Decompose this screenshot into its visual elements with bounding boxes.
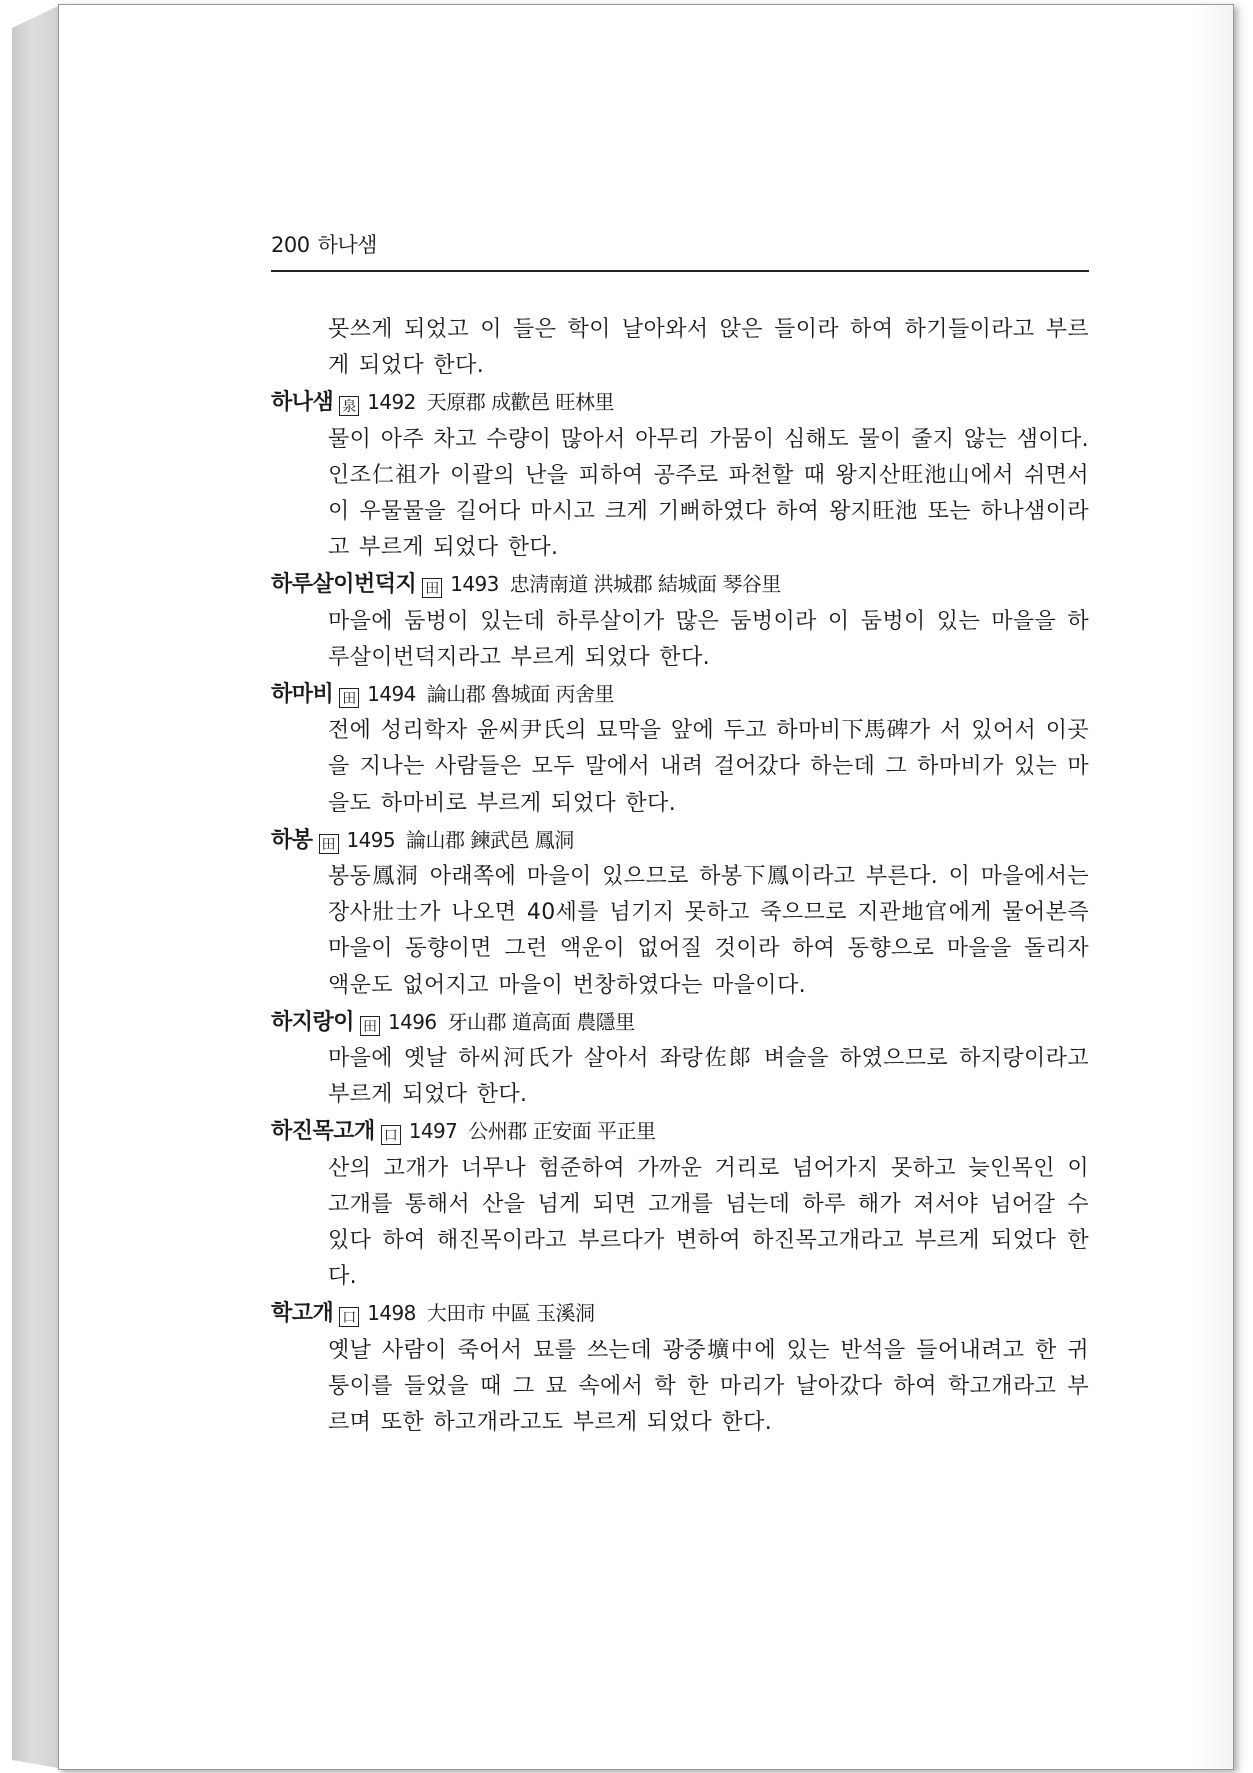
book-spine-edge [12, 6, 58, 1768]
running-head-title: 하나샘 [317, 233, 377, 257]
entry-heading [271, 1004, 1089, 1041]
entry-description: 마을에 둠벙이 있는데 하루살이가 많은 둠벙이라 이 둠벙이 있는 마을을 하루살이번덕지라고 부르게 되었다 한다. [328, 608, 1089, 670]
entry-location: 大田市 中區 玉溪洞 [426, 1301, 595, 1326]
entry-number: 1494 [367, 682, 416, 707]
entry-number: 1496 [388, 1009, 437, 1034]
boxed-field-symbol-icon: 田 [360, 1016, 380, 1036]
entry-1495 [271, 822, 1089, 1004]
entry-heading [271, 676, 1089, 713]
entry-term: 하나샘 [271, 390, 334, 416]
entry-description: 산의 고개가 너무나 험준하여 가까운 거리로 넘어가지 못하고 늦인목인 이 고개를 통해서 산을 넘게 되면 고개를 넘는데 하루 해가 져서야 넘어갈 수 있다 하여 해진목이라고 부르다가 변하여 하진목고개라고 부르게 되었다 한다. [328, 1155, 1089, 1290]
entry-heading [271, 822, 1089, 859]
entry-1496 [271, 1004, 1089, 1114]
page-number: 200 [271, 233, 310, 257]
entry-term: 하진목고개 [271, 1119, 375, 1145]
boxed-pass-symbol-icon: 口 [339, 1307, 359, 1327]
entry-1494 [271, 676, 1089, 822]
entry-term: 하봉 [271, 827, 313, 853]
entry-location: 公州郡 正安面 平正里 [468, 1119, 656, 1144]
entry-term: 하루살이번덕지 [271, 572, 417, 598]
entry-location: 論山郡 鍊武邑 鳳洞 [406, 827, 574, 852]
entry-heading [271, 1113, 1089, 1150]
entry-heading [271, 566, 1089, 603]
entry-1497 [271, 1113, 1089, 1295]
entry-1498 [271, 1295, 1089, 1441]
entry-description: 봉동鳳洞 아래쪽에 마을이 있으므로 하봉下鳳이라고 부른다. 이 마을에서는 장사壯士가 나오면 40세를 넘기지 못하고 죽으므로 지관地官에게 물어본즉 마을이 동향이면 그런 액운이 없어질 것이라 하여 동향으로 마을을 돌리자 액운도 없어지고 마을이 번창하였다는 마을이다. [328, 864, 1089, 998]
boxed-field-symbol-icon: 田 [339, 688, 359, 708]
entry-location: 論山郡 魯城面 丙舍里 [426, 682, 614, 707]
page-edge-shadow [1193, 5, 1233, 1769]
page-body [271, 312, 1089, 1441]
running-head [271, 230, 1089, 272]
entry-description: 마을에 옛날 하씨河氏가 살아서 좌랑佐郞 벼슬을 하였으므로 하지랑이라고 부르게 되었다 한다. [328, 1046, 1089, 1108]
entry-number: 1497 [408, 1119, 458, 1144]
entry-1493 [271, 566, 1089, 676]
entry-description: 물이 아주 차고 수량이 많아서 아무리 가뭄이 심해도 물이 줄지 않는 샘이다. 인조仁祖가 이괄의 난을 피하여 공주로 파천할 때 왕지산旺池山에서 쉬면서 이 우물물을 길어다 마시고 크게 기뻐하였다 하여 왕지旺池 또는 하나샘이라고 부르게 되었다 한다. [328, 426, 1089, 561]
entry-heading [271, 384, 1089, 421]
boxed-spring-symbol-icon: 泉 [339, 396, 359, 416]
entry-location: 天原郡 成歡邑 旺林里 [426, 390, 614, 415]
entry-number: 1498 [367, 1301, 416, 1326]
entry-description: 옛날 사람이 죽어서 묘를 쓰는데 광중壙中에 있는 반석을 들어내려고 한 귀퉁이를 들었을 때 그 묘 속에서 학 한 마리가 날아갔다 하여 학고개라고 부르며 또한 하고개라고도 부르게 되었다 한다. [328, 1337, 1089, 1436]
entry-location: 牙山郡 道高面 農隱里 [447, 1009, 635, 1034]
boxed-field-symbol-icon: 田 [319, 834, 339, 854]
entry-term: 하지랑이 [271, 1009, 355, 1035]
entry-location: 忠淸南道 洪城郡 結城面 琴谷里 [509, 572, 781, 597]
boxed-field-symbol-icon: 田 [422, 578, 442, 598]
entry-number: 1495 [346, 827, 396, 852]
entry-number: 1493 [450, 572, 499, 597]
continuation-paragraph: 못쓰게 되었고 이 들은 학이 날아와서 앉은 들이라 하여 하기들이라고 부르게 되었다 한다. [328, 317, 1089, 379]
boxed-pass-symbol-icon: 口 [381, 1125, 401, 1145]
entry-term: 하마비 [271, 682, 334, 708]
entry-number: 1492 [367, 390, 416, 415]
entry-term: 학고개 [271, 1301, 334, 1327]
entry-heading [271, 1295, 1089, 1332]
entry-1492 [271, 384, 1089, 566]
entry-description: 전에 성리학자 윤씨尹氏의 묘막을 앞에 두고 하마비下馬碑가 서 있어서 이곳을 지나는 사람들은 모두 말에서 내려 걸어갔다 하는데 그 하마비가 있는 마을도 하마비로 부르게 되었다 한다. [328, 718, 1089, 816]
